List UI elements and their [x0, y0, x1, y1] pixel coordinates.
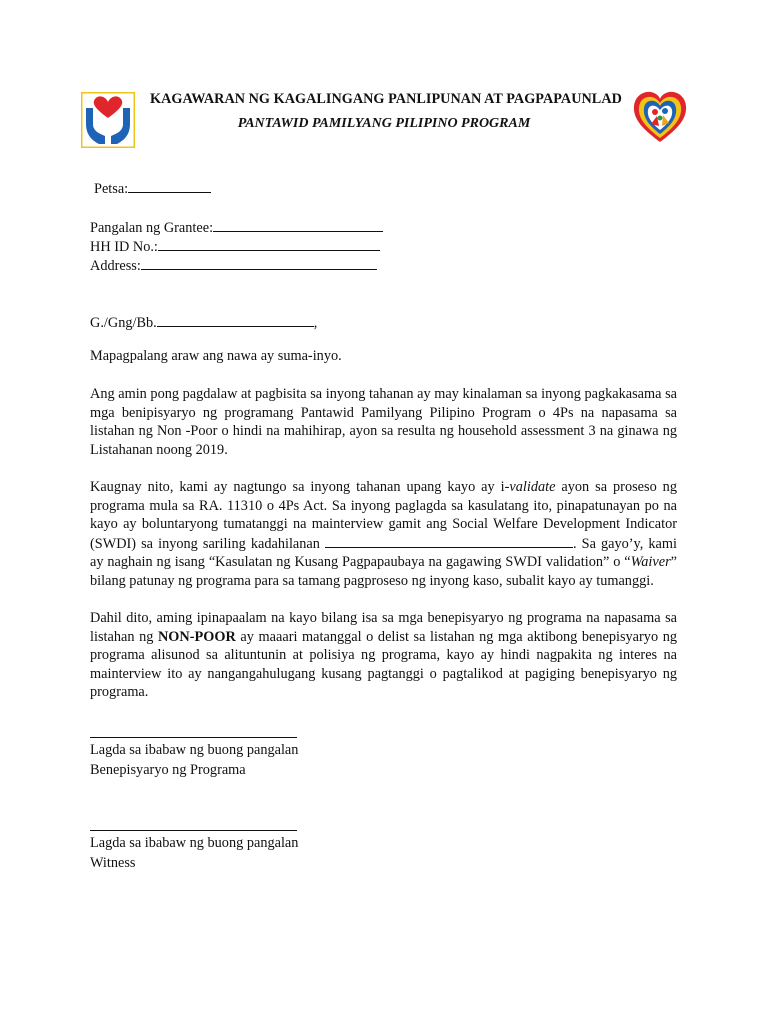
salutation-comma: ,: [313, 315, 318, 331]
4ps-heart-logo-icon: [631, 88, 689, 146]
beneficiary-role: Benepisyaryo ng Programa: [90, 762, 246, 778]
paragraph-3-text-b: ay maaari matanggal o delist sa listahan ng mga aktibong benepisyaryo ng programa alisunod sa alituntunin at polisiya ng programa, kayo ay hindi nagpakita ng interes na mainterview ito ay nangangahulugang kusang pagtanggi o pagtalikod at pagiging benepisyaryo ng programa.: [90, 628, 677, 701]
paragraph-3-text-a: Dahil dito, aming ipinapaalam na kayo bilang isa sa mga benepisyaryo ng programa na napasama sa listahan ng: [90, 610, 677, 645]
paragraph-2-text-c: . Sa gayo’y, kami ay naghain ng isang “Kasulatan ng Kusang Pagpapaubaya na gagawing SWDI validation” o “: [90, 535, 677, 571]
department-title: KAGAWARAN NG KAGALINGANG PANLIPUNAN AT PAGPAPAUNLAD: [150, 91, 622, 107]
hhid-label: HH ID No.:: [90, 239, 158, 255]
hhid-field: [90, 237, 380, 256]
date-field: [94, 179, 211, 198]
non-poor-term: NON-POOR: [157, 628, 236, 645]
reason-blank: [325, 534, 573, 548]
paragraph-2: [90, 478, 677, 591]
paragraph-1: [90, 385, 677, 459]
address-field: [90, 256, 377, 275]
paragraph-1-text: Ang amin pong pagdalaw at pagbisita sa inyong tahanan ay may kinalaman sa inyong pagkakasama sa mga benipisyaryo ng programang Pantawid Pamilyang Pilipino Program o 4Ps na napasama sa listahan ng Non -Poor o hindi na mahihirap, ayon sa resulta ng household assessment 3 na ginawa ng Listahanan noong 2019.: [90, 386, 677, 458]
salutation-label: G./Gng/Bb.: [90, 315, 157, 331]
witness-role: Witness: [90, 855, 136, 871]
witness-signature-line: [90, 830, 297, 831]
grantee-label: Pangalan ng Grantee:: [90, 220, 214, 236]
dswd-logo-icon: [81, 92, 135, 148]
program-subtitle: PANTAWID PAMILYANG PILIPINO PROGRAM: [237, 116, 531, 131]
waiver-term: Waiver: [630, 554, 671, 571]
salutation-line: [90, 313, 317, 332]
address-label: Address:: [90, 258, 141, 274]
paragraph-2-text-b: ayon sa proseso ng programa mula sa RA. 11310 o 4Ps Act. Sa inyong paglagda sa kasulatang ito, pinapatunayan po na kayo ay boluntaryong tumatanggi na mainterview gamit ang Social Welfare Development Indicator (SWDI) sa inyong sariling kadahilanan: [90, 479, 677, 552]
witness-signature-caption: Lagda sa ibabaw ng buong pangalan: [90, 835, 299, 851]
paragraph-2-text-d: ” bilang patunay ng programa para sa tamang pagproseso ng inyong kaso, subalit kayo ay tumanggi.: [90, 554, 677, 589]
beneficiary-signature-line: [90, 737, 297, 738]
validate-term: validate: [509, 479, 556, 495]
paragraph-3: [90, 609, 677, 702]
grantee-field: [90, 218, 383, 237]
beneficiary-signature-caption: Lagda sa ibabaw ng buong pangalan: [90, 742, 299, 758]
paragraph-2-text-a: Kaugnay nito, kami ay nagtungo sa inyong tahanan upang kayo ay i-: [90, 479, 510, 495]
date-label: Petsa:: [94, 181, 129, 197]
greeting-text: Mapagpalang araw ang nawa ay suma-inyo.: [90, 348, 342, 364]
